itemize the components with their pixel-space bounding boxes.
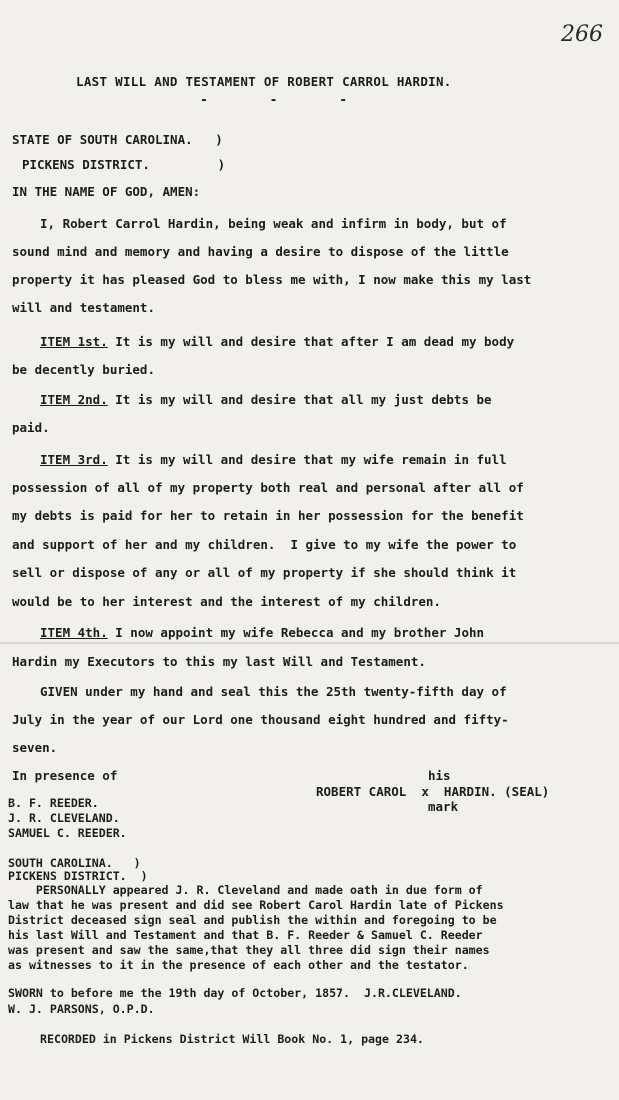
preamble-line: sound mind and memory and having a desire to dispose of the little <box>12 244 509 259</box>
probate-line: PERSONALLY appeared J. R. Cleveland and made oath in due form of <box>8 883 483 897</box>
probate-line: as witnesses to it in the presence of each other and the testator. <box>8 958 469 972</box>
probate-line: his last Will and Testament and that B. F. Reeder & Samuel C. Reeder <box>8 928 483 942</box>
scan-seam <box>0 642 619 644</box>
given-line: July in the year of our Lord one thousand eight hundred and fifty- <box>12 712 509 727</box>
item-3-line: and support of her and my children. I give to my wife the power to <box>12 537 517 552</box>
witness-name: J. R. CLEVELAND. <box>8 811 120 825</box>
probate-line: was present and saw the same,that they all three did sign their names <box>8 943 490 957</box>
document-title: LAST WILL AND TESTAMENT OF ROBERT CARROL HARDIN. <box>76 74 452 89</box>
invocation: IN THE NAME OF GOD, AMEN: <box>12 184 201 199</box>
item-1-line: ITEM 1st. It is my will and desire that after I am dead my body <box>40 334 515 349</box>
item-2-label: ITEM 2nd. <box>40 392 108 407</box>
item-2-line: paid. <box>12 420 50 435</box>
given-line: seven. <box>12 740 58 755</box>
signature-mark: mark <box>428 799 459 814</box>
item-3-line: ITEM 3rd. It is my will and desire that my wife remain in full <box>40 452 507 467</box>
signature-line: ROBERT CAROL x HARDIN. (SEAL) <box>316 784 550 799</box>
preamble-line: I, Robert Carrol Hardin, being weak and infirm in body, but of <box>40 216 507 231</box>
item-3-line: sell or dispose of any or all of my property if she should think it <box>12 565 517 580</box>
probate-line: District deceased sign seal and publish the within and foregoing to be <box>8 913 497 927</box>
sworn-line: SWORN to before me the 19th day of October, 1857. J.R.CLEVELAND. <box>8 986 462 1000</box>
item-1-label: ITEM 1st. <box>40 334 108 349</box>
item-3-line: would be to her interest and the interest of my children. <box>12 594 441 609</box>
officer-line: W. J. PARSONS, O.P.D. <box>8 1002 155 1016</box>
given-line: GIVEN under my hand and seal this the 25th twenty-fifth day of <box>40 684 507 699</box>
signature-his: his <box>428 768 451 783</box>
venue-state: STATE OF SOUTH CAROLINA. ) <box>12 132 223 147</box>
page-number: 266 <box>561 22 603 47</box>
witness-name: B. F. REEDER. <box>8 796 99 810</box>
item-3-line: possession of all of my property both real and personal after all of <box>12 480 524 495</box>
venue-district: PICKENS DISTRICT. ) <box>22 157 226 172</box>
item-1-line: be decently buried. <box>12 362 155 377</box>
in-presence-label: In presence of <box>12 768 118 783</box>
item-4-line: Hardin my Executors to this my last Will and Testament. <box>12 654 426 669</box>
preamble-line: property it has pleased God to bless me with, I now make this my last <box>12 272 532 287</box>
recorded-line: RECORDED in Pickens District Will Book No. 1, page 234. <box>40 1032 424 1046</box>
item-2-line: ITEM 2nd. It is my will and desire that all my just debts be <box>40 392 492 407</box>
item-3-label: ITEM 3rd. <box>40 452 108 467</box>
witness-name: SAMUEL C. REEDER. <box>8 826 127 840</box>
probate-venue: PICKENS DISTRICT. ) <box>8 869 148 883</box>
preamble-line: will and testament. <box>12 300 155 315</box>
probate-line: law that he was present and did see Robert Carol Hardin late of Pickens <box>8 898 504 912</box>
title-dashes: - - - <box>200 93 348 108</box>
item-3-line: my debts is paid for her to retain in her possession for the benefit <box>12 508 524 523</box>
item-4-line: ITEM 4th. I now appoint my wife Rebecca and my brother John <box>40 625 485 640</box>
probate-venue: SOUTH CAROLINA. ) <box>8 856 141 870</box>
item-4-label: ITEM 4th. <box>40 625 108 640</box>
